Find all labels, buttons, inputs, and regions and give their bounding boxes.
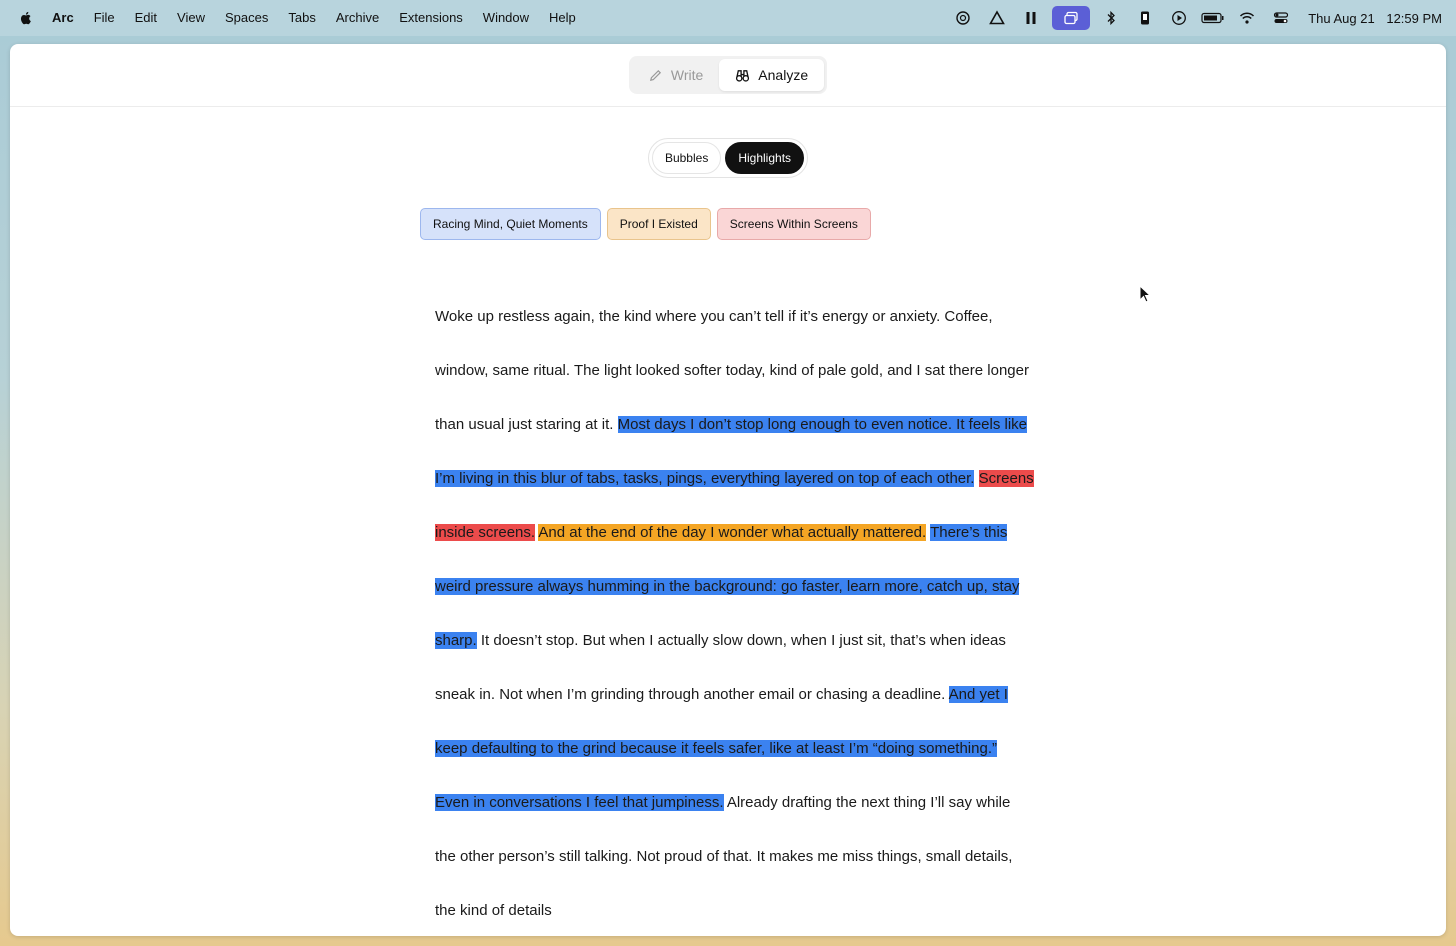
menu-extensions[interactable]: Extensions xyxy=(399,10,463,25)
analyze-label: Analyze xyxy=(758,67,809,83)
journal-text xyxy=(435,290,1035,936)
drive-icon[interactable] xyxy=(980,0,1014,36)
mouse-cursor-icon xyxy=(1139,285,1151,303)
menu-spaces[interactable]: Spaces xyxy=(225,10,269,25)
menu-tabs[interactable]: Tabs xyxy=(288,10,316,25)
highlight-blue[interactable]: Most days I don’t stop long enough to even notice. It feels like I’m living in this blur of tabs, tasks, pings, everything layered on top of each other. xyxy=(435,416,1028,487)
bubbles-button[interactable]: Bubbles xyxy=(652,142,721,174)
binoculars-icon xyxy=(735,68,750,83)
phone-icon[interactable] xyxy=(1128,0,1162,36)
journal-segment: Already drafting the next thing I’ll say while the other person’s still talking. Not proud of that. It makes me miss things, small details, the kind of details xyxy=(435,794,1013,919)
tag-screens-within-screens[interactable]: Screens Within Screens xyxy=(717,208,871,240)
menu-help[interactable]: Help xyxy=(549,10,576,25)
bluetooth-icon[interactable] xyxy=(1094,0,1128,36)
pencil-icon xyxy=(648,68,663,83)
menubar-date: Thu Aug 21 xyxy=(1308,10,1375,26)
journal-segment: It doesn’t stop. But when I actually slow down, when I just sit, that’s when ideas sneak in. Not when I’m grinding through another email or chasing a deadline. xyxy=(435,632,1006,703)
wifi-icon[interactable] xyxy=(1230,0,1264,36)
journal-segment: Woke up restless again, the kind where you can’t tell if it’s energy or anxiety. Coffee, window, same ritual. The light looked softer today, kind of pale gold, and I sat there longer than usual just staring at it. xyxy=(435,308,1029,433)
menu-app-name[interactable]: Arc xyxy=(52,10,74,25)
tag-racing-mind[interactable]: Racing Mind, Quiet Moments xyxy=(420,208,601,240)
menu-archive[interactable]: Archive xyxy=(335,10,380,25)
theme-tags xyxy=(10,208,1446,240)
chatgpt-icon[interactable] xyxy=(946,0,980,36)
tag-proof-i-existed[interactable]: Proof I Existed xyxy=(607,208,711,240)
pause-icon[interactable] xyxy=(1014,0,1048,36)
app-toolbar xyxy=(10,44,1446,107)
write-tab[interactable] xyxy=(632,59,719,91)
highlight-orange[interactable]: And at the end of the day I wonder what actually mattered. xyxy=(538,524,927,541)
highlights-button[interactable]: Highlights xyxy=(725,142,804,174)
journal-segment xyxy=(974,470,978,487)
browser-window xyxy=(10,44,1446,936)
menubar-time: 12:59 PM xyxy=(1386,10,1442,26)
apple-icon[interactable] xyxy=(18,10,34,26)
view-toggle xyxy=(648,138,808,178)
menubar-clock[interactable] xyxy=(1308,11,1442,26)
analyze-tab[interactable] xyxy=(719,59,824,91)
write-label: Write xyxy=(670,67,704,83)
menu-window[interactable]: Window xyxy=(482,10,530,25)
battery-icon xyxy=(1196,0,1230,36)
menu-view[interactable]: View xyxy=(177,10,205,25)
menu-edit[interactable]: Edit xyxy=(134,10,158,25)
highlight-red[interactable]: Screens inside screens. xyxy=(435,470,1034,541)
control-center-icon[interactable] xyxy=(1264,0,1298,36)
mode-switch xyxy=(629,56,827,94)
highlight-blue[interactable]: There’s this weird pressure always humming in the background: go faster, learn more, catch up, stay sharp. xyxy=(435,524,1020,649)
menu-bar xyxy=(0,0,1456,36)
menu-file[interactable]: File xyxy=(93,10,115,25)
play-icon[interactable] xyxy=(1162,0,1196,36)
screen-mirror-icon[interactable] xyxy=(1052,6,1090,30)
highlight-blue[interactable]: And yet I keep defaulting to the grind because it feels safer, like at least I’m “doing something.” Even in conversations I feel that jumpiness. xyxy=(435,686,1008,811)
